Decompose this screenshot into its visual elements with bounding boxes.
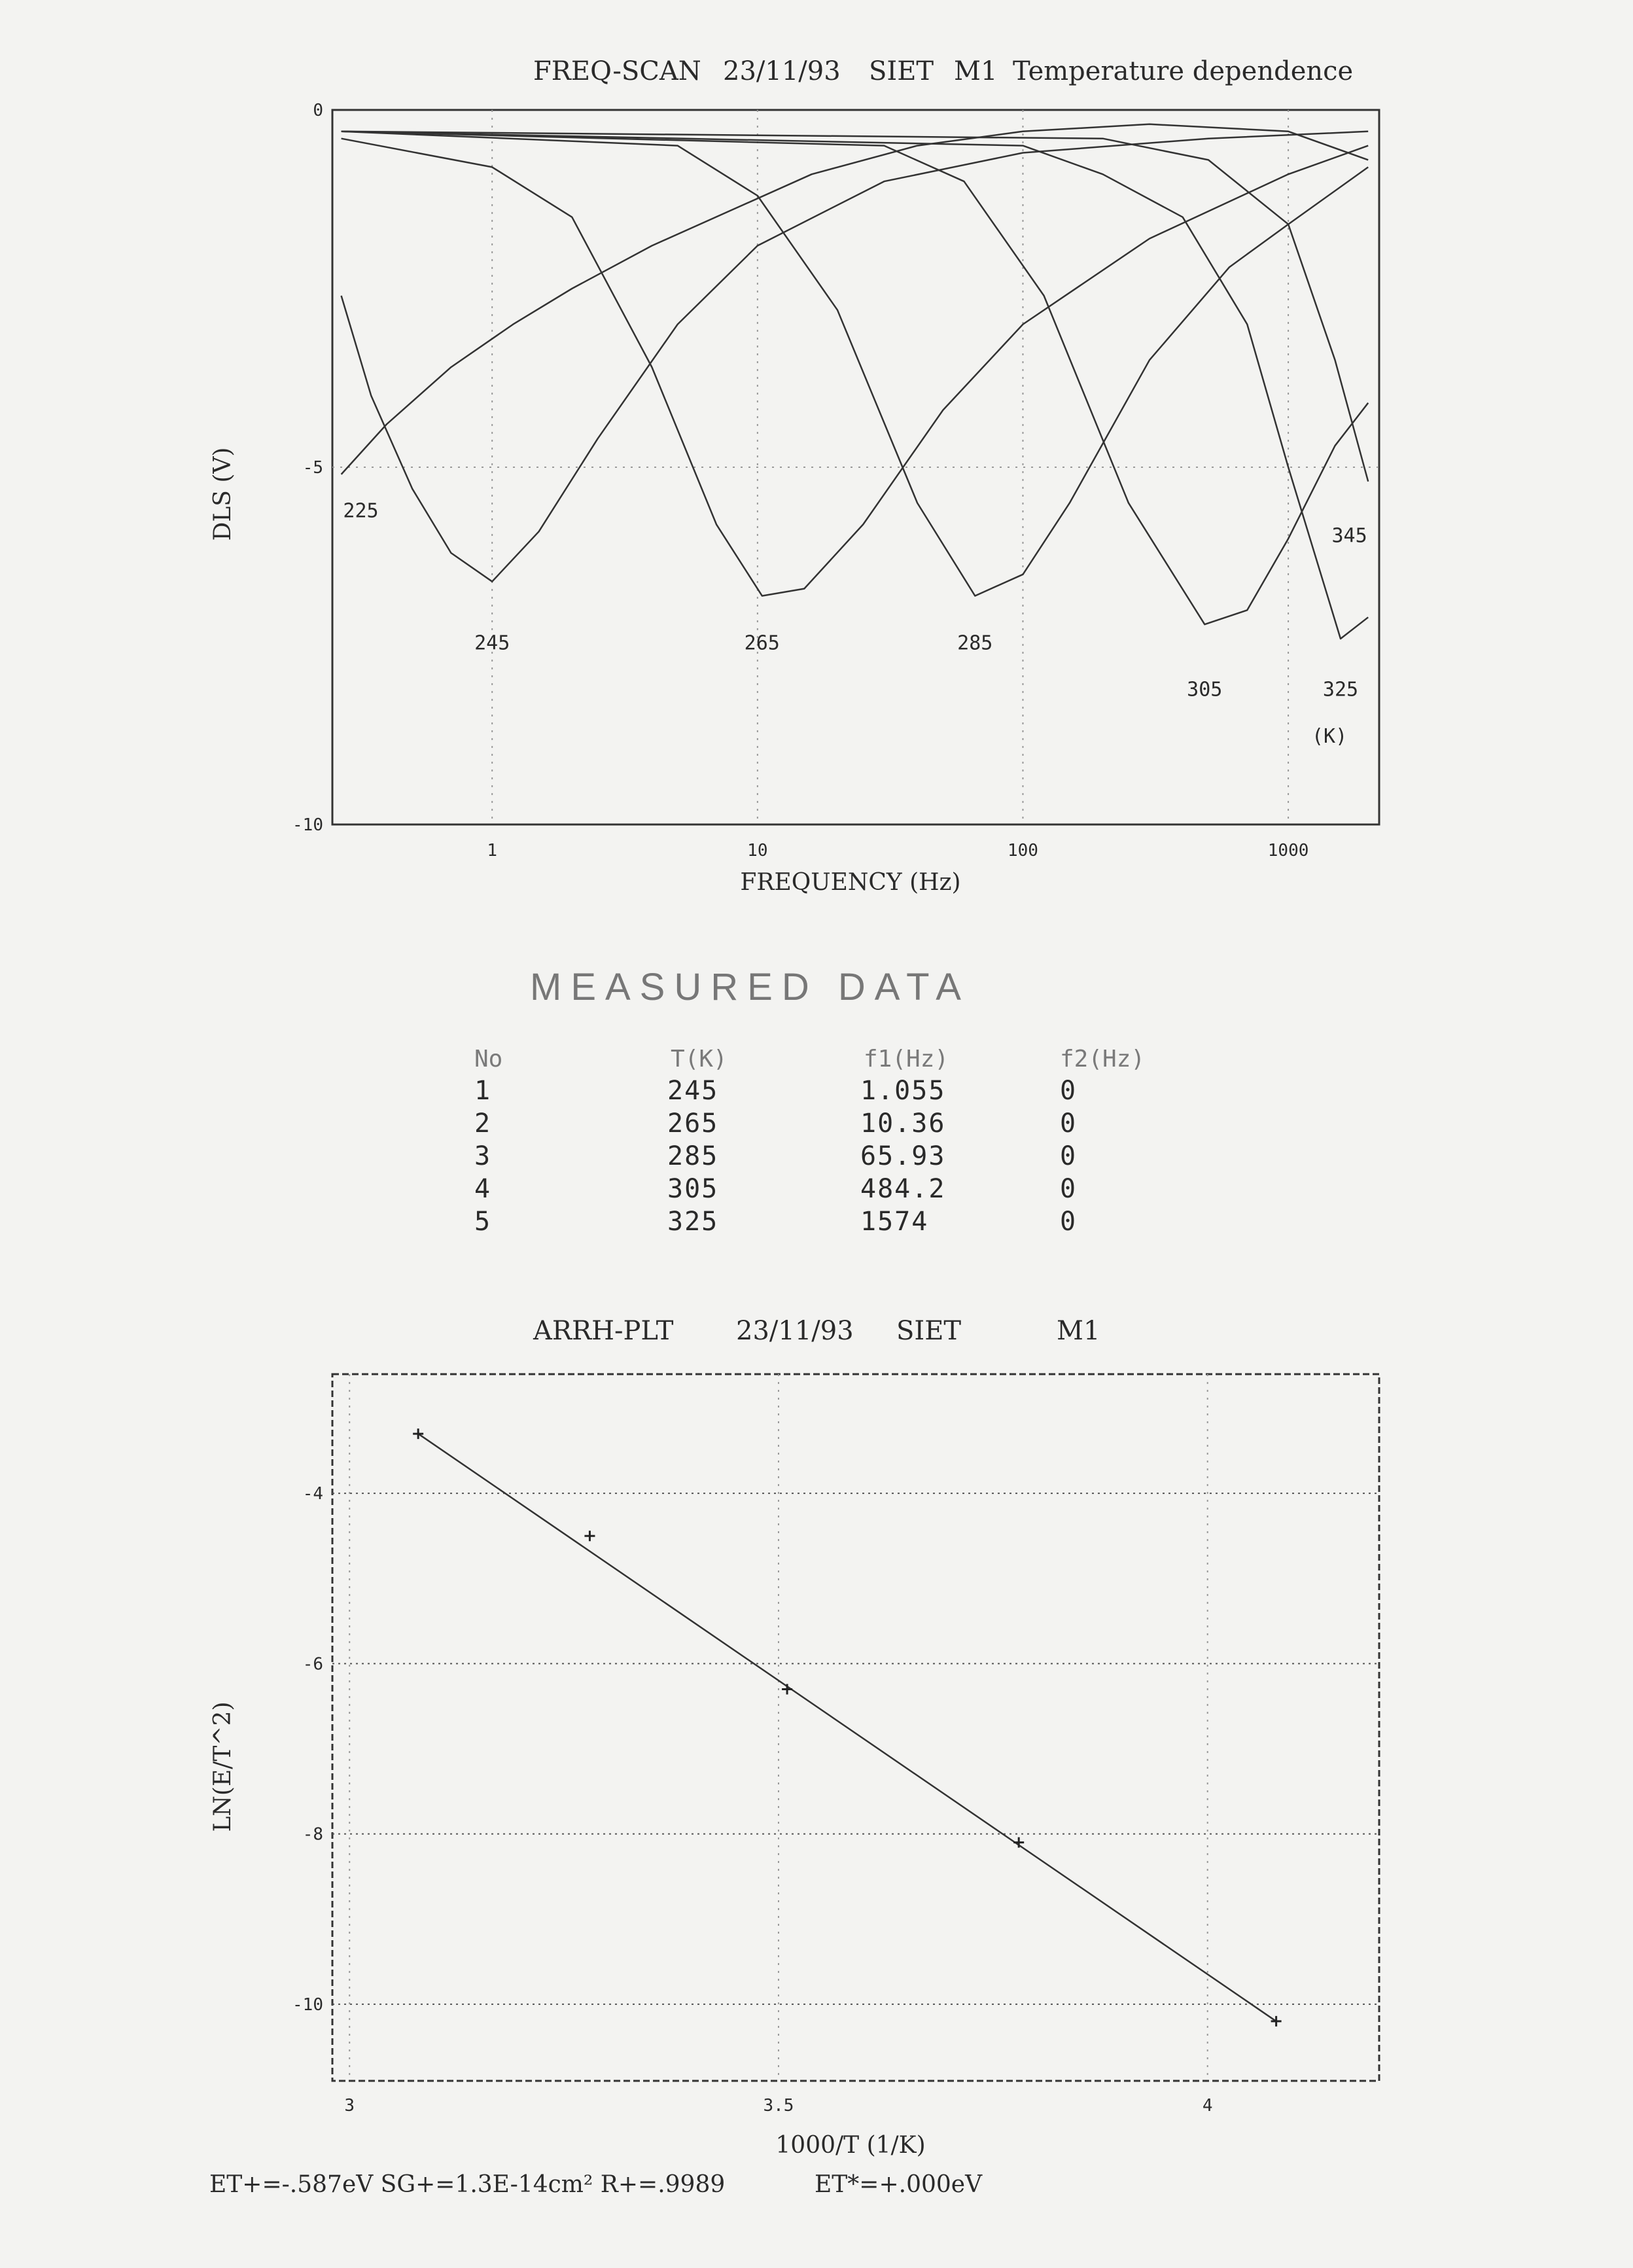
arrh-title-site: SIET	[896, 1316, 962, 1346]
arrh-x-tick-label: 3	[344, 2096, 355, 2116]
freq-title-description: Temperature dependence	[1013, 56, 1354, 86]
arrh-x-tick-label: 3.5	[763, 2096, 794, 2116]
row-3-f2: 0	[1060, 1141, 1078, 1171]
freq-curve-label: 285	[957, 631, 993, 655]
et-star-text: ET*=+.000eV	[815, 2171, 983, 2198]
freq-title-date: 23/11/93	[723, 56, 841, 86]
col-header-f1: f1(Hz)	[864, 1046, 949, 1072]
arrh-title-sample: M1	[1057, 1316, 1100, 1346]
row-4-f1: 484.2	[860, 1174, 946, 1204]
arrh-y-tick-label: -6	[302, 1654, 323, 1674]
freq-x-tick-label: 1000	[1267, 841, 1309, 860]
freq-y-tick-label: 0	[313, 101, 323, 120]
freq-curve-label: 245	[474, 631, 510, 655]
row-4-f2: 0	[1060, 1174, 1078, 1204]
arrh-x-axis-title: 1000/T (1/K)	[775, 2132, 926, 2159]
freq-x-tick-label: 10	[747, 841, 768, 860]
freq-y-tick-label: -10	[292, 815, 323, 835]
row-5-f2: 0	[1060, 1207, 1078, 1237]
freq-curve-label: 345	[1331, 524, 1367, 548]
row-2-f1: 10.36	[860, 1108, 946, 1139]
measured-data-heading: MEASURED DATA	[530, 966, 970, 1008]
arrh-title-label: ARRH-PLT	[533, 1316, 674, 1346]
freq-x-axis-title: FREQUENCY (Hz)	[740, 869, 961, 896]
freq-title-site: SIET	[869, 56, 934, 86]
row-2-no: 2	[474, 1108, 492, 1139]
arrh-y-tick-label: -8	[302, 1824, 323, 1845]
arrh-x-tick-label: 4	[1202, 2096, 1213, 2116]
freq-curve-label: 305	[1187, 678, 1223, 701]
freq-x-tick-label: 100	[1007, 841, 1038, 860]
col-header-f2: f2(Hz)	[1060, 1046, 1146, 1072]
col-header-no: No	[474, 1046, 503, 1072]
freq-unit-label: (K)	[1312, 725, 1348, 748]
row-5-temp: 325	[667, 1207, 719, 1237]
row-1-temp: 245	[667, 1076, 719, 1106]
freq-curve-label: 265	[744, 631, 780, 655]
row-3-temp: 285	[667, 1141, 719, 1171]
arrh-y-tick-label: -4	[302, 1484, 323, 1504]
freq-title-sample: M1	[954, 56, 998, 86]
row-5-no: 5	[474, 1207, 492, 1237]
row-3-f1: 65.93	[860, 1141, 946, 1171]
freq-y-axis-title: DLS (V)	[209, 447, 236, 541]
row-3-no: 3	[474, 1141, 492, 1171]
row-2-f2: 0	[1060, 1108, 1078, 1139]
arrh-y-tick-label: -10	[292, 1994, 323, 2015]
freq-y-tick-label: -5	[302, 458, 323, 478]
col-header-temp: T(K)	[671, 1046, 728, 1072]
row-4-no: 4	[474, 1174, 492, 1204]
freq-x-tick-label: 1	[487, 841, 498, 860]
row-5-f1: 1574	[860, 1207, 929, 1237]
freq-title-label: FREQ-SCAN	[533, 56, 701, 86]
row-1-f2: 0	[1060, 1076, 1078, 1106]
fit-result-text: ET+=-.587eV SG+=1.3E-14cm² R+=.9989	[209, 2171, 726, 2198]
row-1-f1: 1.055	[860, 1076, 946, 1106]
freq-curve-label: 325	[1322, 678, 1359, 701]
arrh-title-date: 23/11/93	[736, 1316, 854, 1346]
row-2-temp: 265	[667, 1108, 719, 1139]
row-1-no: 1	[474, 1076, 492, 1106]
arrh-y-axis-title: LN(E/T^2)	[209, 1701, 236, 1832]
freq-curve-label: 225	[343, 499, 379, 523]
row-4-temp: 305	[667, 1174, 719, 1204]
